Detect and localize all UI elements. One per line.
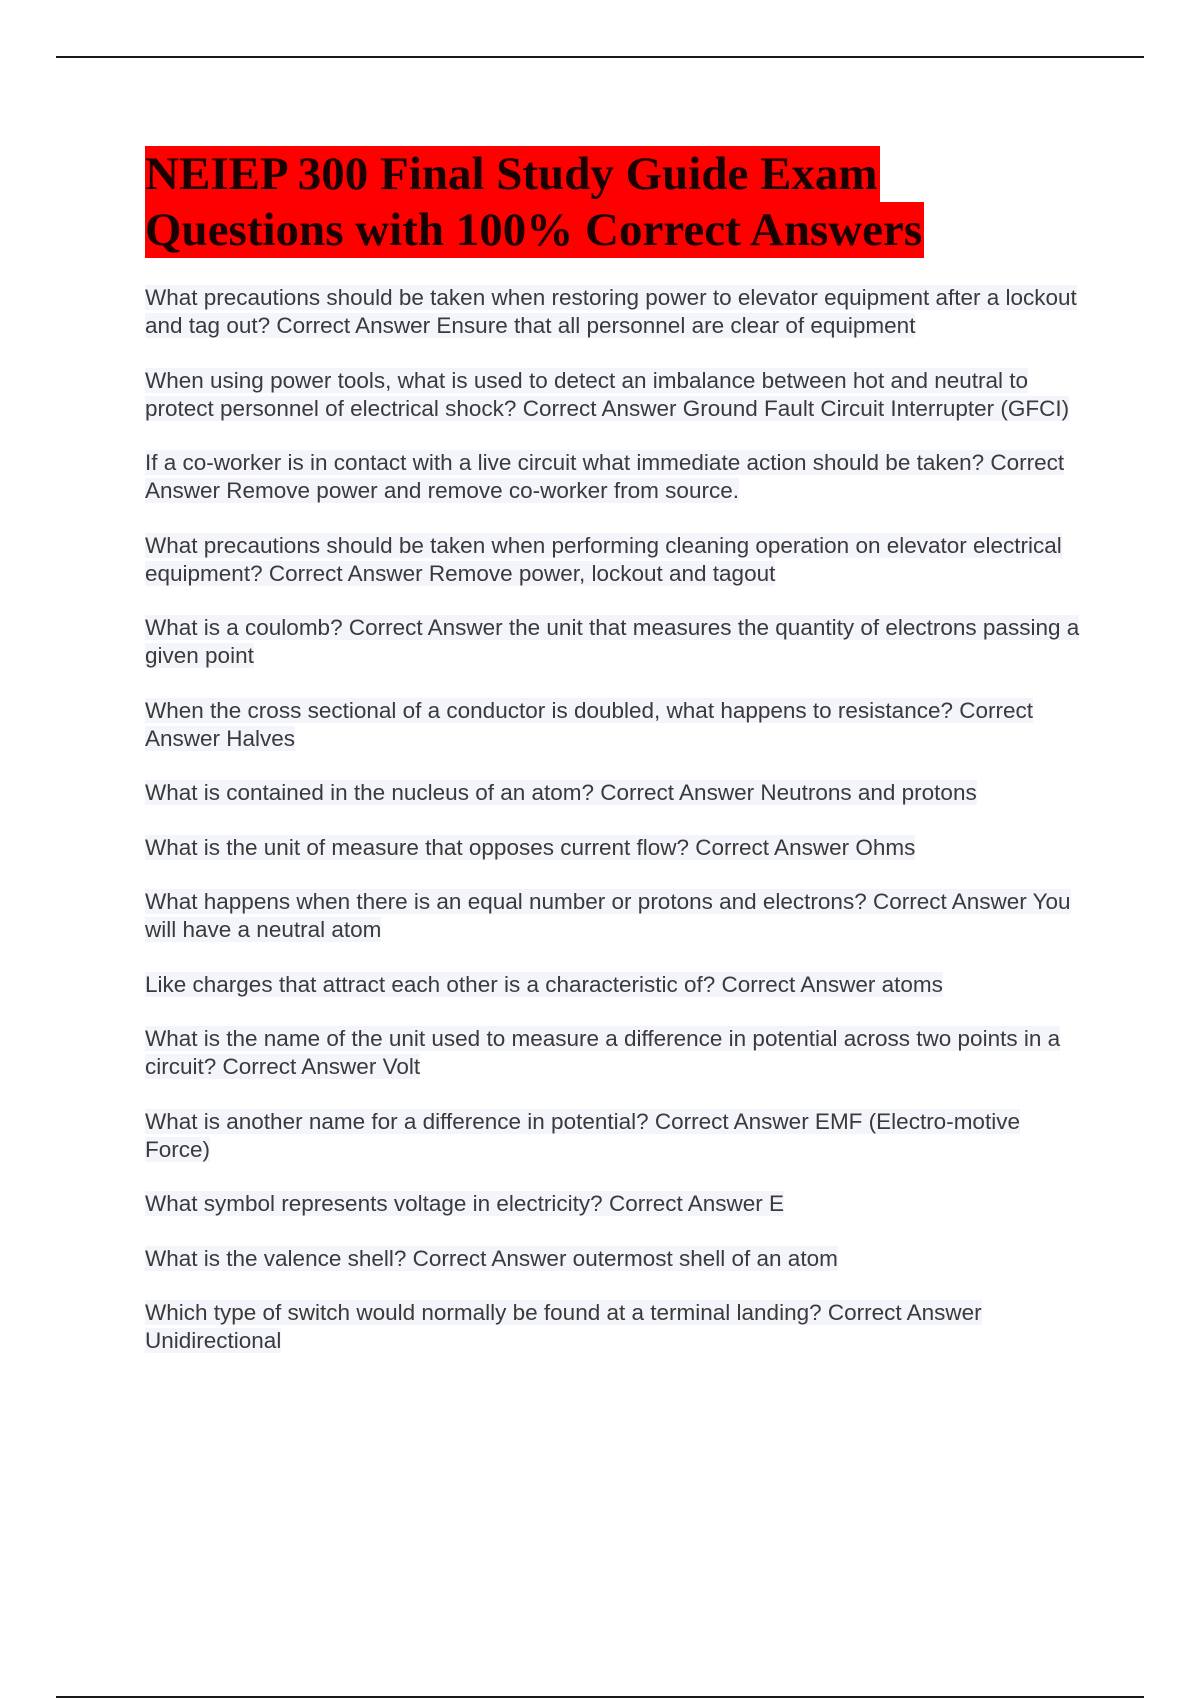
qa-item	[145, 367, 1090, 423]
qa-text: When the cross sectional of a conductor is doubled, what happens to resistance? Correct Answer Halves	[145, 697, 1033, 751]
qa-item	[145, 449, 1090, 505]
qa-item	[145, 834, 1090, 862]
qa-item	[145, 614, 1090, 670]
qa-text: Which type of switch would normally be found at a terminal landing? Correct Answer Unidirectional	[145, 1300, 982, 1353]
document-title	[145, 146, 1045, 258]
qa-item	[145, 971, 1090, 999]
title-line-1: NEIEP 300 Final Study Guide Exam	[145, 148, 878, 200]
qa-text: What is the valence shell? Correct Answer outermost shell of an atom	[145, 1245, 838, 1271]
qa-item	[145, 697, 1090, 753]
qa-text: What happens when there is an equal number or protons and electrons? Correct Answer You will have a neutral atom	[145, 889, 1071, 942]
qa-item	[145, 1190, 1090, 1218]
qa-item	[145, 1108, 1090, 1164]
top-rule	[56, 56, 1144, 58]
qa-text: What is the unit of measure that opposes current flow? Correct Answer Ohms	[145, 834, 916, 860]
qa-item	[145, 888, 1090, 944]
qa-text: What precautions should be taken when performing cleaning operation on elevator electrical equipment? Correct Answer Remove power, lockout and tagout	[145, 532, 1062, 586]
qa-text: Like charges that attract each other is a characteristic of? Correct Answer atoms	[145, 971, 943, 997]
qa-text: What is contained in the nucleus of an atom? Correct Answer Neutrons and protons	[145, 780, 977, 805]
qa-item	[145, 284, 1090, 340]
qa-item	[145, 1245, 1090, 1273]
qa-list	[145, 284, 1090, 1382]
qa-item	[145, 779, 1090, 807]
qa-text: What is a coulomb? Correct Answer the unit that measures the quantity of electrons passing a given point	[145, 615, 1080, 668]
bottom-rule	[56, 1696, 1144, 1698]
qa-text: What is the name of the unit used to measure a difference in potential across two points in a circuit? Correct Answer Volt	[145, 1026, 1061, 1079]
qa-item	[145, 1299, 1090, 1355]
qa-item	[145, 1025, 1090, 1081]
qa-text: What symbol represents voltage in electricity? Correct Answer E	[145, 1191, 784, 1216]
title-line-2: Questions with 100% Correct Answers	[145, 204, 923, 256]
qa-text: What precautions should be taken when restoring power to elevator equipment after a lockout and tag out? Correct Answer Ensure that all personnel are clear of equipment	[145, 285, 1077, 338]
qa-item	[145, 532, 1090, 588]
qa-text: If a co-worker is in contact with a live circuit what immediate action should be taken? Correct Answer Remove power and remove co-worker from source.	[145, 450, 1065, 503]
qa-text: What is another name for a difference in potential? Correct Answer EMF (Electro-motive Force)	[145, 1108, 1020, 1162]
qa-text: When using power tools, what is used to detect an imbalance between hot and neutral to protect personnel of electrical shock? Correct Answer Ground Fault Circuit Interrupter (GFCI)	[145, 367, 1070, 421]
